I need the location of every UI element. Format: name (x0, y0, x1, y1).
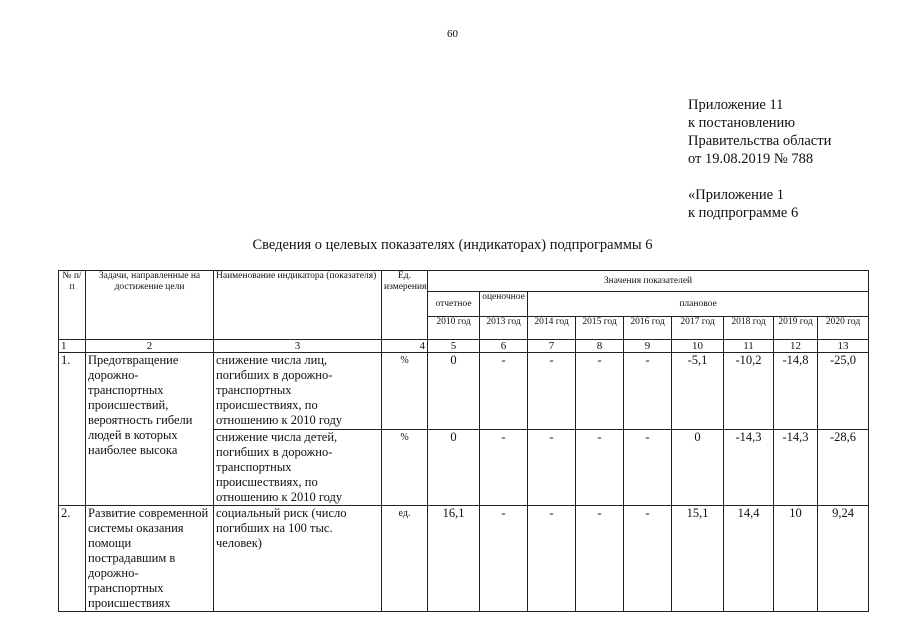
row-value: - (528, 353, 576, 430)
indicators-table (58, 270, 869, 612)
header-year: 2020 год (818, 317, 869, 340)
row-value: -14,8 (774, 353, 818, 430)
row-value: - (480, 506, 528, 612)
column-number: 13 (818, 340, 869, 353)
row-value: 0 (428, 353, 480, 430)
column-number: 10 (672, 340, 724, 353)
row-value: - (624, 430, 672, 506)
column-number: 6 (480, 340, 528, 353)
row-value: - (528, 430, 576, 506)
column-number: 8 (576, 340, 624, 353)
row-value: -14,3 (774, 430, 818, 506)
header-indicator: Наименование индикатора (показателя) (214, 271, 382, 340)
header-reported: отчетное (428, 292, 480, 317)
row-indicator: социальный риск (число погибших на 100 тыс. человек) (214, 506, 382, 612)
row-value: -5,1 (672, 353, 724, 430)
table-row (59, 353, 869, 430)
row-value: - (480, 353, 528, 430)
row-value: -10,2 (724, 353, 774, 430)
row-value: - (480, 430, 528, 506)
row-value: - (624, 506, 672, 612)
row-value: 10 (774, 506, 818, 612)
annex-line: от 19.08.2019 № 788 (688, 151, 814, 167)
annex-line: «Приложение 1 (688, 187, 784, 203)
row-value: - (528, 506, 576, 612)
header-year: 2018 год (724, 317, 774, 340)
row-unit: ед. (382, 506, 428, 612)
column-number: 2 (86, 340, 214, 353)
row-value: - (576, 353, 624, 430)
row-value: -14,3 (724, 430, 774, 506)
row-value: 14,4 (724, 506, 774, 612)
row-value: 16,1 (428, 506, 480, 612)
column-number: 7 (528, 340, 576, 353)
row-indicator: снижение числа детей, погибших в дорожно-транспортных происшествиях, по отношению к 2010 году (214, 430, 382, 506)
header-year: 2015 год (576, 317, 624, 340)
column-number: 4 (382, 340, 428, 353)
row-value: - (576, 506, 624, 612)
page-number: 60 (447, 28, 458, 40)
header-values: Значения показателей (428, 271, 869, 292)
annex-line: к подпрограмме 6 (688, 205, 799, 221)
annex-line: Правительства области (688, 133, 832, 149)
row-unit: % (382, 353, 428, 430)
row-value: - (576, 430, 624, 506)
header-year: 2017 год (672, 317, 724, 340)
header-planned: плановое (528, 292, 869, 317)
header-year: 2019 год (774, 317, 818, 340)
header-estimated: оценочное (480, 292, 528, 317)
row-value: -25,0 (818, 353, 869, 430)
row-value: 0 (672, 430, 724, 506)
header-year: 2014 год (528, 317, 576, 340)
header-row (59, 271, 869, 292)
row-value: - (624, 353, 672, 430)
annex-line: к постановлению (688, 115, 796, 131)
header-year: 2013 год (480, 317, 528, 340)
row-value: 9,24 (818, 506, 869, 612)
column-number: 11 (724, 340, 774, 353)
row-value: 0 (428, 430, 480, 506)
column-number: 5 (428, 340, 480, 353)
header-unit: Ед. измерения (382, 271, 428, 340)
annex-block (688, 96, 831, 222)
row-value: -28,6 (818, 430, 869, 506)
header-year: 2016 год (624, 317, 672, 340)
header-year: 2010 год (428, 317, 480, 340)
column-number: 12 (774, 340, 818, 353)
row-value: 15,1 (672, 506, 724, 612)
header-num: № п/п (59, 271, 86, 340)
column-numbers-row (59, 340, 869, 353)
column-number: 1 (59, 340, 86, 353)
table-row (59, 506, 869, 612)
row-task: Развитие современной системы оказания помощи пострадавшим в дорожно-транспортных происшествиях (86, 506, 214, 612)
row-indicator: снижение числа лиц, погибших в дорожно-транспортных происшествиях, по отношению к 2010 году (214, 353, 382, 430)
column-number: 3 (214, 340, 382, 353)
row-num: 2. (59, 506, 86, 612)
header-task: Задачи, направленные на достижение цели (86, 271, 214, 340)
row-task: Предотвращение дорожно-транспортных происшествий, вероятность гибели людей в которых наиболее высока (86, 353, 214, 506)
document-title: Сведения о целевых показателях (индикаторах) подпрограммы 6 (252, 237, 653, 253)
row-unit: % (382, 430, 428, 506)
column-number: 9 (624, 340, 672, 353)
row-num: 1. (59, 353, 86, 506)
annex-line: Приложение 11 (688, 97, 784, 113)
